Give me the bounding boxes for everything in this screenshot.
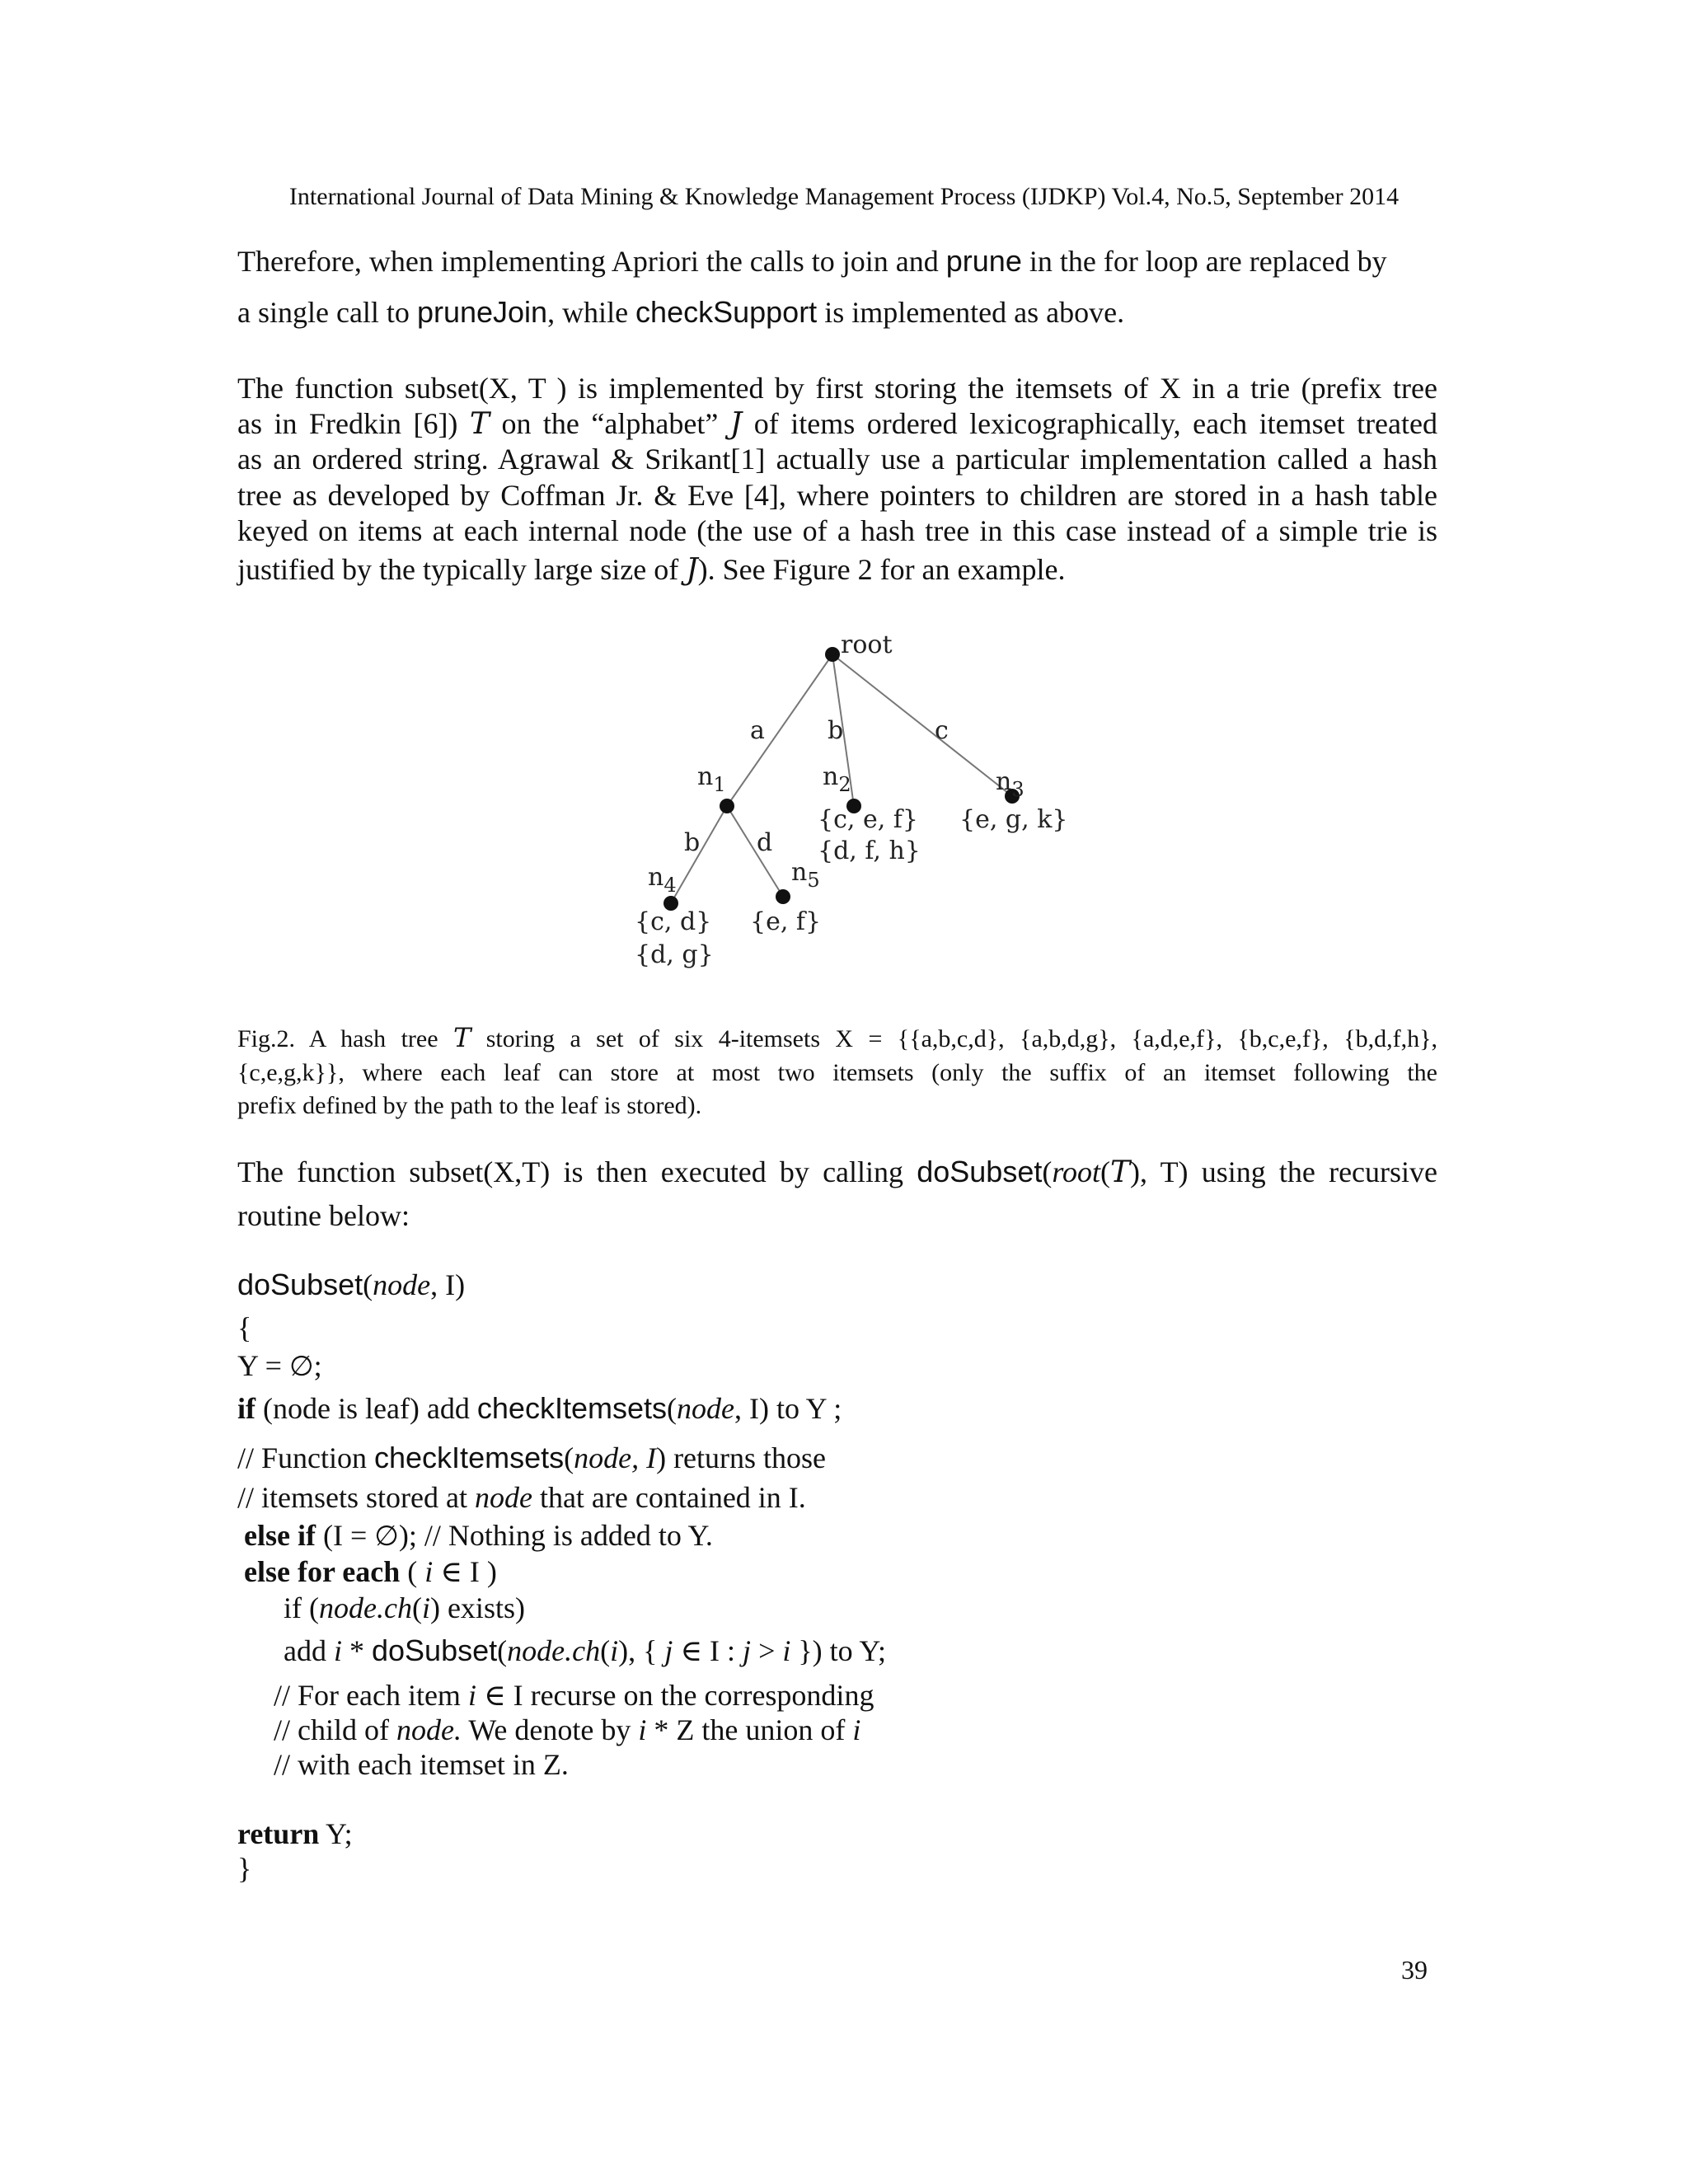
label-n4 xyxy=(648,863,677,897)
text: ( xyxy=(363,1268,373,1301)
text: of items ordered lexicographically, each itemset treated xyxy=(753,407,1437,441)
text: storing a set of six 4-itemsets X = {{a,b,c,d}, {a,b,d,g}, {a,d,e,f}, {b,c,e,f}, {b,d,f,h}, xyxy=(471,1025,1437,1052)
text: justified by the typically large size of xyxy=(237,552,687,586)
alphabet-symbol: J xyxy=(729,407,743,442)
text: ( xyxy=(1100,1155,1111,1188)
text: i xyxy=(467,1679,476,1712)
text: is implemented as above. xyxy=(817,296,1125,329)
code-fn: checkItemsets xyxy=(476,1391,667,1425)
code-comment-2 xyxy=(237,1480,806,1515)
para2-line1: The function subset(X, T ) is implemented by first storing the itemsets of X in a trie (prefix tree xyxy=(237,372,1437,405)
code-dosubset: doSubset xyxy=(917,1155,1043,1188)
text: n xyxy=(996,767,1012,796)
text: , while xyxy=(547,296,636,329)
subscript: 3 xyxy=(1011,778,1025,801)
text: node xyxy=(373,1268,431,1301)
text: j xyxy=(743,1634,752,1667)
text: ); // Nothing is added to Y. xyxy=(398,1519,713,1552)
code-if-leaf xyxy=(237,1391,842,1426)
text: on the “alphabet” xyxy=(501,407,730,441)
text: ), T) using the recursive xyxy=(1130,1155,1437,1188)
code-fn: checkItemsets xyxy=(374,1441,565,1474)
text: node xyxy=(677,1392,734,1425)
text: // Function xyxy=(237,1441,375,1474)
text: , I) to Y ; xyxy=(734,1392,842,1425)
text: a single call to xyxy=(237,296,417,329)
text: i xyxy=(638,1713,647,1746)
text: node. xyxy=(396,1713,462,1746)
text: n xyxy=(697,762,714,791)
text: ( xyxy=(1042,1155,1053,1188)
text: n xyxy=(648,863,664,892)
code-comment-5: // with each itemset in Z. xyxy=(274,1748,569,1781)
label-edge-b: b xyxy=(828,716,844,745)
text: i xyxy=(421,1591,430,1624)
text: if ( xyxy=(284,1591,319,1624)
code-fn: doSubset xyxy=(372,1633,498,1667)
caption-line2: {c,e,g,k}}, where each leaf can store at most two itemsets (only the suffix of an itemset following the xyxy=(237,1058,1437,1086)
text: > xyxy=(751,1634,783,1667)
node-root xyxy=(825,647,840,662)
text: ( xyxy=(400,1555,425,1588)
emptyset-symbol: ∅ xyxy=(374,1520,399,1553)
code-return xyxy=(237,1816,353,1851)
label-n3 xyxy=(996,767,1025,801)
para3 xyxy=(237,1154,1437,1234)
code-fn: doSubset xyxy=(237,1268,363,1301)
label-root: root xyxy=(841,630,893,659)
text: node xyxy=(474,1481,532,1514)
n4-itemset-1: {c, d} xyxy=(635,907,712,936)
code-y-assign xyxy=(237,1348,322,1383)
text: // itemsets stored at xyxy=(237,1481,475,1514)
text: ). See Figure 2 for an example. xyxy=(697,552,1066,586)
text: ; xyxy=(313,1349,322,1382)
trie-symbol: T xyxy=(452,1022,471,1053)
text: ∈ I ) xyxy=(433,1555,497,1588)
text: node, I xyxy=(574,1441,657,1474)
text: ( xyxy=(411,1591,422,1624)
n2-itemset-2: {d, f, h} xyxy=(818,837,921,865)
n2-itemset-1: {c, e, f} xyxy=(818,805,918,834)
text: n xyxy=(823,762,839,791)
label-n2 xyxy=(823,762,851,796)
alphabet-symbol: J xyxy=(686,552,698,587)
text: We denote by xyxy=(461,1713,639,1746)
n5-itemset-1: {e, f} xyxy=(750,907,822,936)
text: that are contained in I. xyxy=(532,1481,806,1514)
text: ) returns those xyxy=(656,1441,827,1474)
text: ( xyxy=(667,1392,677,1425)
text: // For each item xyxy=(274,1679,468,1712)
para3-line2: routine below: xyxy=(237,1199,410,1233)
text: i xyxy=(333,1634,342,1667)
label-edge-a: a xyxy=(750,716,765,745)
caption-line3: prefix defined by the path to the leaf is stored). xyxy=(237,1092,702,1119)
text: j xyxy=(664,1634,673,1667)
text: // child of xyxy=(274,1713,396,1746)
code-prune: prune xyxy=(945,244,1022,278)
subscript: 5 xyxy=(807,869,820,892)
label-n1 xyxy=(697,762,726,796)
subscript: 1 xyxy=(713,773,726,796)
para2-line2 xyxy=(237,406,1437,442)
text: node.ch xyxy=(507,1634,601,1667)
text: i xyxy=(782,1634,791,1667)
subscript: 4 xyxy=(663,874,677,897)
text: i xyxy=(610,1634,619,1667)
para1-line1 xyxy=(237,244,1387,279)
text: Therefore, when implementing Apriori the calls to join and xyxy=(237,245,946,278)
para1-line2 xyxy=(237,295,1124,330)
text: n xyxy=(791,858,808,887)
para2-line6 xyxy=(237,552,1437,588)
code-comment-1 xyxy=(237,1441,826,1475)
subscript: 2 xyxy=(838,773,851,796)
keyword: if xyxy=(237,1392,256,1425)
text: Y; xyxy=(319,1817,353,1850)
hash-tree-diagram xyxy=(626,626,1088,981)
trie-symbol: T xyxy=(469,407,490,442)
page-number: 39 xyxy=(1401,1955,1428,1985)
text: in the for loop are replaced by xyxy=(1021,245,1387,278)
text: node.ch xyxy=(318,1591,412,1624)
text: add xyxy=(284,1634,334,1667)
text: ∈ I recurse on the corresponding xyxy=(476,1679,874,1712)
caption-line1 xyxy=(237,1020,1437,1057)
text: Y = xyxy=(237,1349,289,1382)
text: i xyxy=(852,1713,861,1746)
text: The function subset(X,T) is then executed by calling xyxy=(237,1155,917,1188)
edge-n1-n5 xyxy=(727,806,783,897)
label-edge-d: d xyxy=(757,828,773,857)
text: * Z the union of xyxy=(646,1713,853,1746)
text: ( xyxy=(600,1634,611,1667)
code-else-if xyxy=(244,1518,713,1553)
n4-itemset-2: {d, g} xyxy=(635,940,714,969)
label-n5 xyxy=(791,858,820,892)
text: Fig.2. A hash tree xyxy=(237,1025,453,1052)
text: * xyxy=(342,1634,372,1667)
node-n1 xyxy=(720,799,734,813)
code-checksupport: checkSupport xyxy=(635,295,818,329)
text: ( xyxy=(497,1634,508,1667)
text: as in Fredkin [6]) xyxy=(237,407,470,441)
para2 xyxy=(237,371,1437,588)
text: ) exists) xyxy=(429,1591,525,1624)
text: , I) xyxy=(430,1268,466,1301)
text: i xyxy=(424,1555,434,1588)
edge-root-n1 xyxy=(727,654,832,806)
para2-line3: as an ordered string. Agrawal & Srikant[1] actually use a particular implementation called a hash xyxy=(237,443,1437,476)
journal-header: International Journal of Data Mining & Knowledge Management Process (IJDKP) Vol.4, No.5, September 2014 xyxy=(288,183,1400,210)
code-brace-open: { xyxy=(237,1311,252,1344)
text: ∈ I : xyxy=(673,1634,743,1667)
code-comment-4 xyxy=(274,1713,860,1747)
keyword: return xyxy=(237,1817,320,1850)
trie-symbol: T xyxy=(1110,1155,1131,1189)
label-edge-b2: b xyxy=(684,828,701,857)
n3-itemset-1: {e, g, k} xyxy=(959,805,1068,834)
para2-line4: tree as developed by Coffman Jr. & Eve [4], where pointers to children are stored in a hash table xyxy=(237,478,1437,512)
text-root: root xyxy=(1052,1155,1101,1188)
code-add xyxy=(284,1633,886,1668)
code-else-for xyxy=(244,1554,497,1589)
code-if-exists xyxy=(284,1591,525,1625)
para3-line1 xyxy=(237,1154,1437,1190)
code-comment-3 xyxy=(274,1678,874,1713)
node-n5 xyxy=(776,889,790,904)
text: (I = xyxy=(315,1519,375,1552)
edge-root-n3 xyxy=(832,654,1012,796)
code-brace-close: } xyxy=(237,1852,252,1885)
code-signature xyxy=(237,1268,465,1302)
code-prunejoin: pruneJoin xyxy=(416,295,548,329)
text: ), { xyxy=(618,1634,665,1667)
text: }) to Y; xyxy=(790,1634,887,1667)
figure-caption xyxy=(237,1020,1437,1123)
keyword: else for each xyxy=(244,1555,401,1588)
emptyset-symbol: ∅ xyxy=(288,1350,314,1383)
para2-line5: keyed on items at each internal node (the use of a hash tree in this case instead of a simple trie is xyxy=(237,513,1437,547)
keyword: else if xyxy=(244,1519,316,1552)
text: (node is leaf) add xyxy=(256,1392,477,1425)
label-edge-c: c xyxy=(935,716,949,745)
text: ( xyxy=(564,1441,574,1474)
